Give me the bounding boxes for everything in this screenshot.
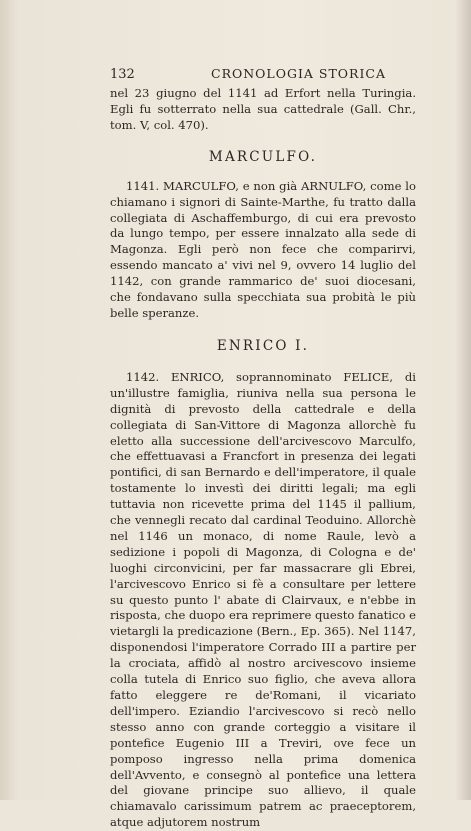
running-head xyxy=(110,66,416,86)
section-paragraph-marculfo: 1141. MARCULFO, e non già ARNULFO, come lo chiamano i signori di Sainte-Marthe, fu tratto dalla collegiata di Aschaffemburgo, di cui era prevosto da lungo tempo, per essere innalzato alla sede di Magonza. Egli però non fece che comparirvi, essendo mancato a' vivi nel 9, ovvero 14 luglio del 1142, con grande rammarico de' suoi diocesani, che fondavano sulla specchiata sua probità le più belle speranze. xyxy=(110,178,416,320)
page-number: 132 xyxy=(110,67,135,82)
page-edge-shadow xyxy=(455,0,471,800)
running-title: CRONOLOGIA STORICA xyxy=(211,66,386,81)
text-block xyxy=(110,66,416,831)
section-title-enrico: ENRICO I. xyxy=(216,337,310,354)
section-title-marculfo: MARCULFO. xyxy=(208,148,318,165)
section-paragraph-enrico: 1142. ENRICO, soprannominato FELICE, di un'illustre famiglia, riuniva nella sua persona le dignità di prevosto della cattedrale e della collegiata di San-Vittore di Magonza allorchè fu eletto alla successione dell'arcivescovo Marculfo, che effettuavasi a Francfort in presenza dei legati pontifici, di san Bernardo e dell'imperatore, il quale tostamente lo investì dei diritti legali; ma egli tuttavia non ricevette prima del 1145 il pallium, che vennegli recato dal cardinal Teoduino. Allorchè nel 1146 un monaco, di nome Raule, levò a sedizione i popoli di Magonza, di Cologna e de' luoghi circonvicini, per far massacrare gli Ebrei, l'arcivescovo Enrico si fè a consultare per lettere su questo punto l' abate di Clairvaux, e n'ebbe in risposta, che duopo era reprimere questo fanatico e vietargli la predicazione (Bern., Ep. 365). Nel 1147, disponendosi l'imperatore Corrado III a partire per la crociata, affidò al nostro arcivescovo insieme colla tutela di Enrico suo figlio, che aveva allora fatto eleggere re de'Romani, il vicariato dell'impero. Eziandio l'arcivescovo si recò nello stesso anno con grande corteggio a visitare il pontefice Eugenio III a Treviri, ove fece un pomposo ingresso nella prima domenica dell'Avvento, e consegnò al pontefice una lettera del giovane principe suo allievo, il quale chiamavalo carissimum patrem ac praeceptorem, atque adjutorem nostrum xyxy=(110,369,416,830)
intro-paragraph: nel 23 giugno del 1141 ad Erfort nella Turingia. Egli fu sotterrato nella sua cattedrale (Gall. Chr., tom. V, col. 470). xyxy=(110,86,416,132)
